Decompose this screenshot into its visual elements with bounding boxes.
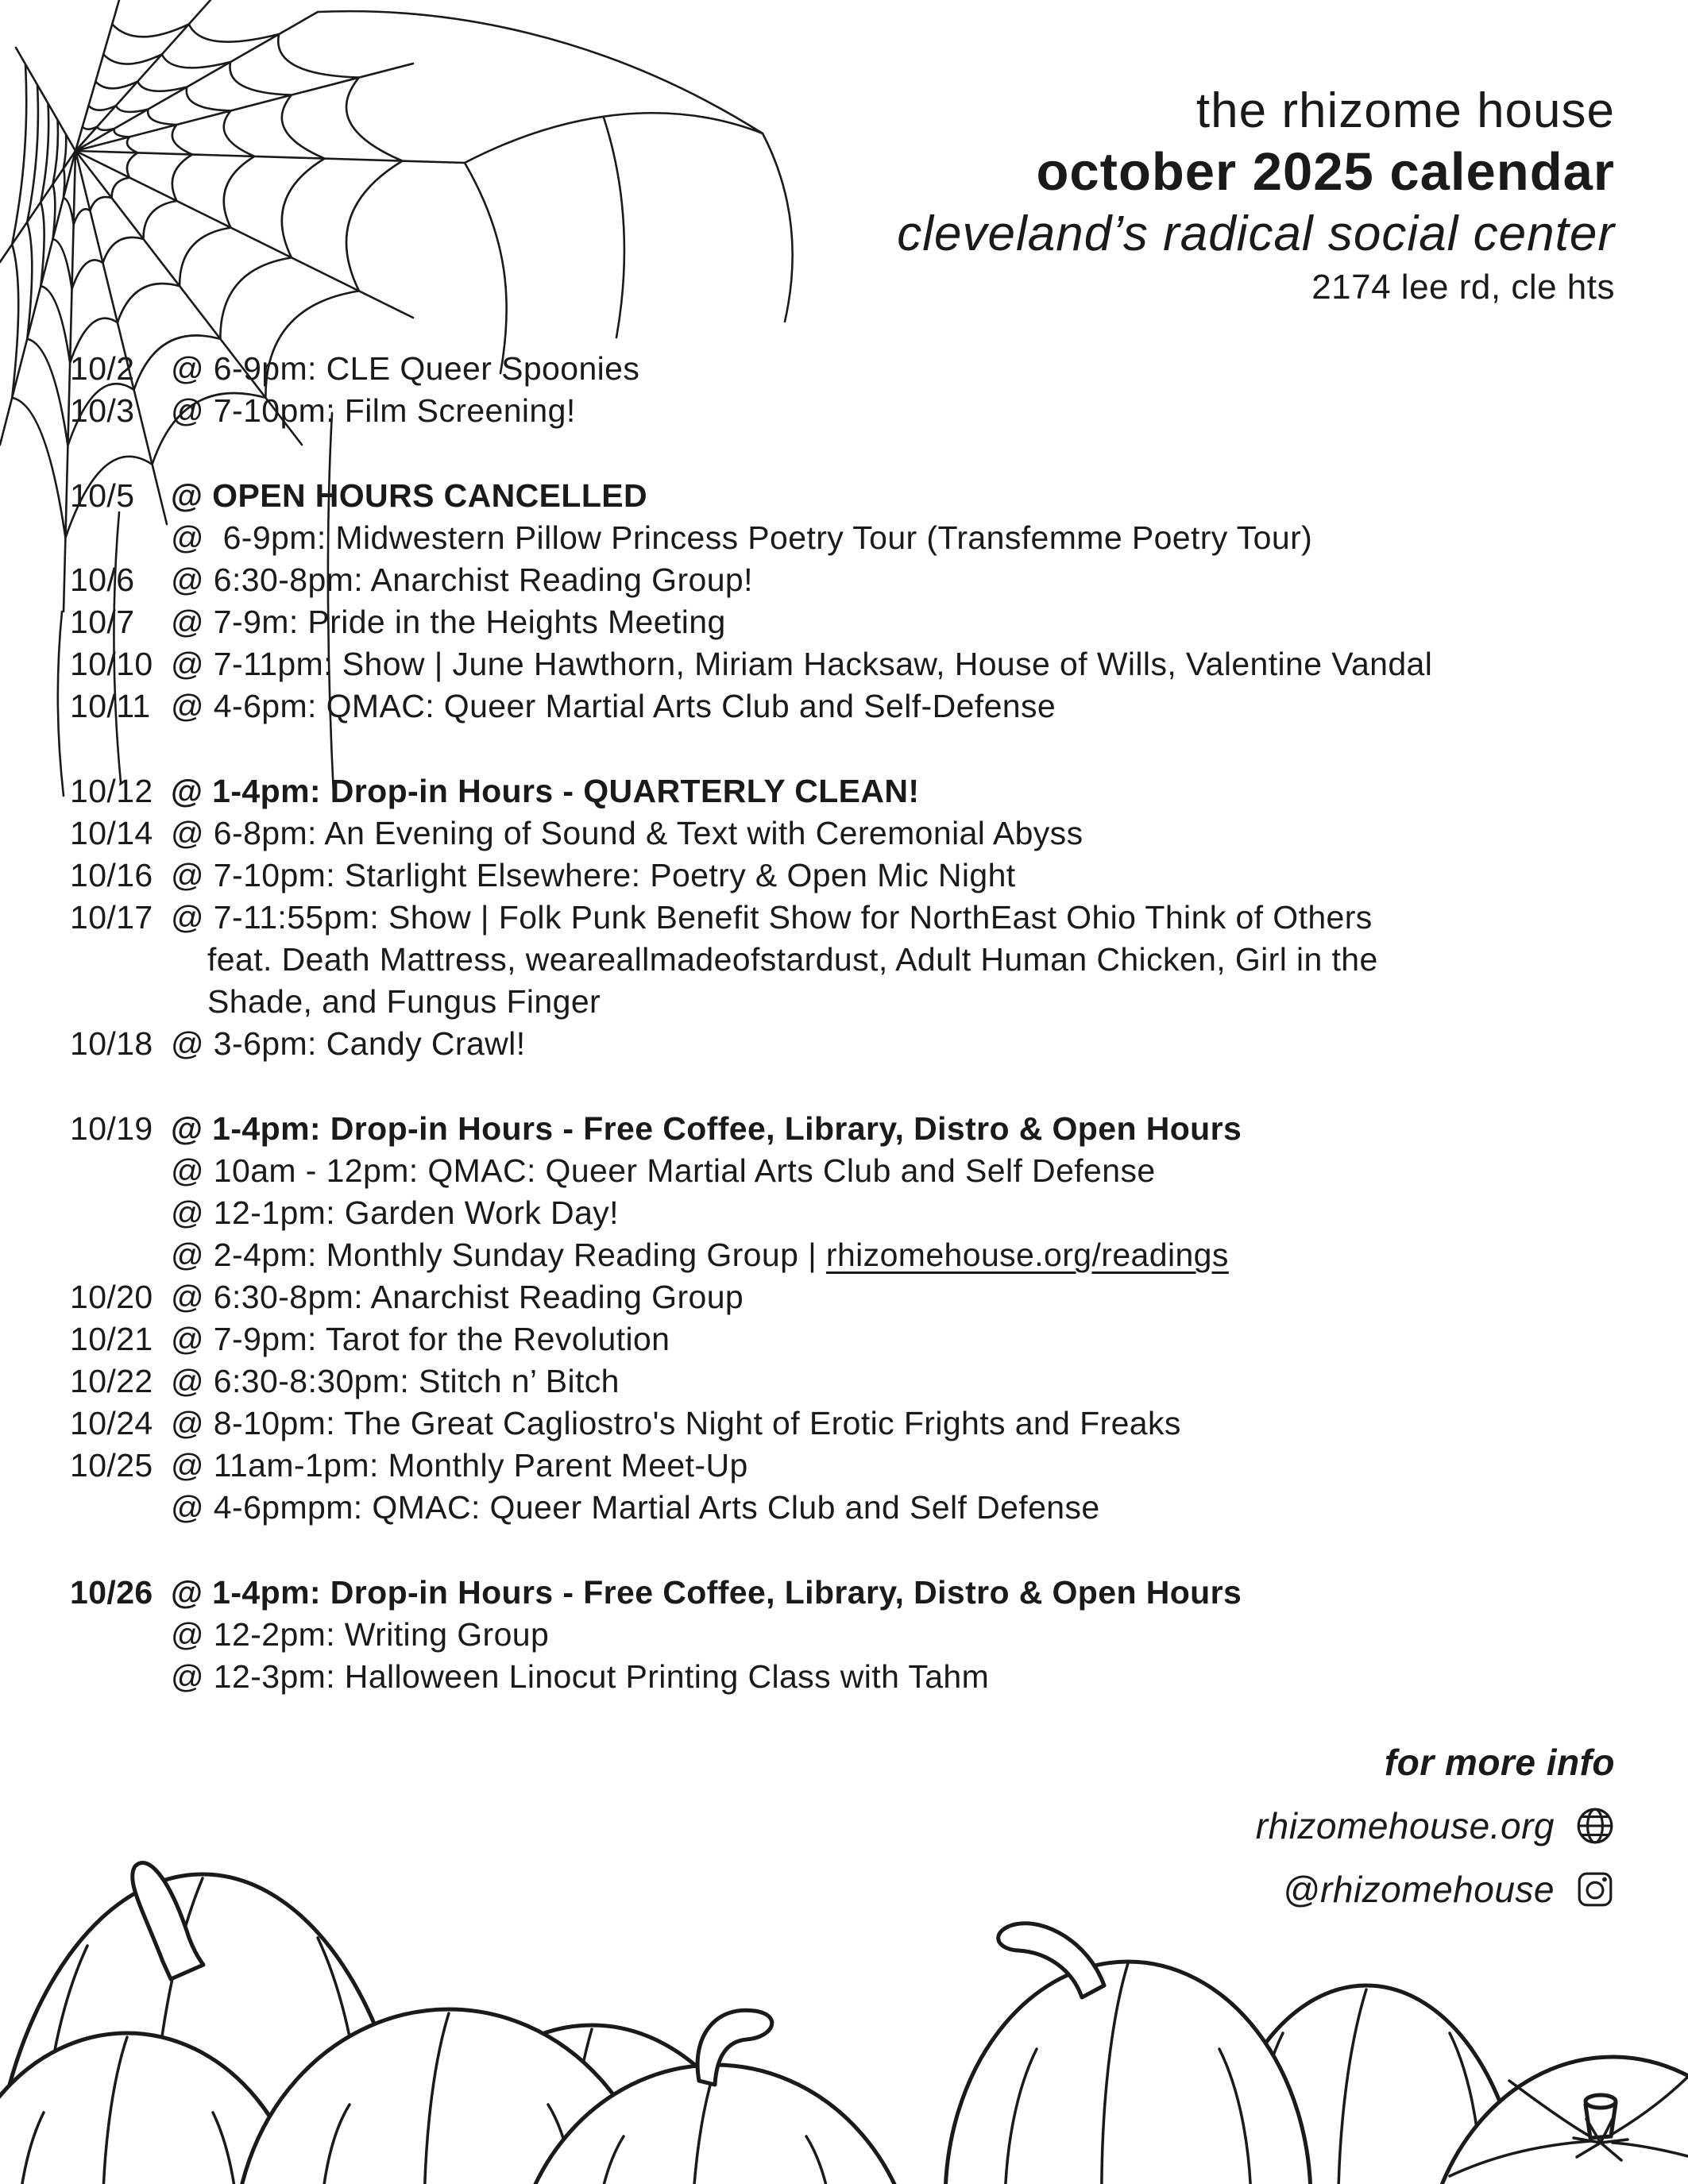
event-list	[70, 348, 1631, 1698]
footer-heading: for more info	[1384, 1742, 1615, 1783]
event-lines	[171, 1360, 1631, 1403]
event-line	[171, 517, 1631, 559]
event-date: 10/5	[70, 477, 135, 514]
event-date: 10/11	[70, 688, 151, 724]
event-text: @ 7-11:55pm: Show | Folk Punk Benefit Show for NorthEast Ohio Think of Others	[171, 899, 1373, 936]
event-text: @ 6:30-8pm: Anarchist Reading Group!	[171, 561, 753, 598]
event-row	[70, 1572, 1631, 1698]
event-line	[171, 897, 1631, 939]
pumpkin	[1422, 2057, 1688, 2184]
event-line	[171, 1318, 1631, 1360]
event-lines	[171, 812, 1631, 855]
event-text: @ 7-11pm: Show | June Hawthorn, Miriam Hacksaw, House of Wills, Valentine Vandal	[171, 646, 1433, 682]
event-group	[70, 770, 1631, 1065]
event-group	[70, 1572, 1631, 1698]
event-line	[171, 348, 1631, 390]
event-lines	[171, 897, 1631, 1023]
event-lines	[171, 1318, 1631, 1360]
website-link[interactable]: rhizomehouse.org	[1255, 1805, 1555, 1846]
event-text: @ 1-4pm: Drop-in Hours - QUARTERLY CLEAN!	[171, 773, 920, 809]
event-lines	[171, 1108, 1631, 1276]
event-date: 10/22	[70, 1363, 153, 1399]
event-row	[70, 1276, 1631, 1318]
event-lines	[171, 348, 1631, 390]
event-date: 10/16	[70, 857, 153, 893]
org-name: the rhizome house	[1196, 83, 1615, 138]
event-row	[70, 1108, 1631, 1276]
event-text: @ OPEN HOURS CANCELLED	[171, 477, 648, 514]
event-date: 10/2	[70, 350, 135, 387]
event-line	[171, 981, 1631, 1023]
event-lines	[171, 1023, 1631, 1065]
instagram-row	[1256, 1868, 1615, 1911]
event-text: @ 7-10pm: Film Screening!	[171, 392, 576, 429]
event-row	[70, 1023, 1631, 1065]
event-row	[70, 1360, 1631, 1403]
event-text: @ 2-4pm: Monthly Sunday Reading Group |	[171, 1237, 826, 1273]
inline-link[interactable]: rhizomehouse.org/readings	[825, 1237, 1229, 1273]
pumpkin	[1207, 1985, 1525, 2184]
event-lines	[171, 1572, 1631, 1698]
event-group	[70, 475, 1631, 727]
pumpkin	[0, 1863, 417, 2184]
event-lines	[171, 770, 1631, 812]
event-line	[171, 601, 1631, 643]
event-lines	[171, 601, 1631, 643]
event-row	[70, 770, 1631, 812]
event-text: @ 6-8pm: An Evening of Sound & Text with Ceremonial Abyss	[171, 815, 1083, 851]
event-line	[171, 939, 1631, 981]
event-date: 10/7	[70, 604, 135, 640]
event-lines	[171, 475, 1631, 559]
event-text: @ 7-10pm: Starlight Elsewhere: Poetry & Open Mic Night	[171, 857, 1016, 893]
event-date: 10/20	[70, 1279, 153, 1315]
event-text: @ 6-9pm: Midwestern Pillow Princess Poetry Tour (Transfemme Poetry Tour)	[171, 519, 1313, 556]
event-row	[70, 643, 1631, 685]
calendar-title: october 2025 calendar	[1036, 142, 1615, 202]
event-text: @ 10am - 12pm: QMAC: Queer Martial Arts Club and Self Defense	[171, 1152, 1156, 1189]
event-line	[171, 1360, 1631, 1403]
event-date: 10/17	[70, 899, 153, 936]
flyer-header	[897, 81, 1615, 310]
event-line	[171, 1445, 1631, 1487]
event-line	[171, 1656, 1631, 1698]
pumpkin	[945, 1924, 1311, 2184]
event-row	[70, 1318, 1631, 1360]
event-row	[70, 559, 1631, 601]
pumpkin	[512, 2010, 917, 2184]
event-text: @ 1-4pm: Drop-in Hours - Free Coffee, Library, Distro & Open Hours	[171, 1574, 1242, 1611]
event-text: @ 11am-1pm: Monthly Parent Meet-Up	[171, 1447, 748, 1484]
website-row	[1256, 1804, 1615, 1847]
event-row	[70, 601, 1631, 643]
event-date: 10/19	[70, 1110, 153, 1147]
event-text: @ 12-3pm: Halloween Linocut Printing Class with Tahm	[171, 1658, 990, 1695]
flyer-footer	[1256, 1741, 1615, 1911]
event-date: 10/18	[70, 1025, 153, 1062]
pumpkin	[397, 2025, 786, 2184]
event-line	[171, 855, 1631, 897]
event-line	[171, 1572, 1631, 1614]
event-line	[171, 559, 1631, 601]
event-row	[70, 390, 1631, 432]
event-line	[171, 1403, 1631, 1445]
event-row	[70, 1403, 1631, 1445]
event-line	[171, 390, 1631, 432]
event-line	[171, 1150, 1631, 1192]
event-lines	[171, 390, 1631, 432]
event-line	[171, 1614, 1631, 1656]
event-line	[171, 812, 1631, 855]
event-text: @ 7-9pm: Tarot for the Revolution	[171, 1321, 670, 1357]
event-lines	[171, 1445, 1631, 1529]
event-date: 10/10	[70, 646, 153, 682]
tagline: cleveland’s radical social center	[897, 206, 1615, 261]
event-text: @ 4-6pm: QMAC: Queer Martial Arts Club and Self-Defense	[171, 688, 1056, 724]
event-row	[70, 1445, 1631, 1529]
event-lines	[171, 855, 1631, 897]
pumpkin	[234, 2009, 663, 2184]
event-row	[70, 897, 1631, 1023]
globe-icon[interactable]	[1575, 1806, 1615, 1846]
event-text: @ 7-9m: Pride in the Heights Meeting	[171, 604, 726, 640]
event-line	[171, 1023, 1631, 1065]
event-line	[171, 475, 1631, 517]
event-text: @ 6-9pm: CLE Queer Spoonies	[171, 350, 640, 387]
event-row	[70, 855, 1631, 897]
event-line	[171, 770, 1631, 812]
event-row	[70, 475, 1631, 559]
event-text: @ 4-6pmpm: QMAC: Queer Martial Arts Club and Self Defense	[171, 1489, 1100, 1526]
event-lines	[171, 685, 1631, 727]
event-text: @ 12-1pm: Garden Work Day!	[171, 1194, 619, 1231]
event-row	[70, 348, 1631, 390]
event-line	[171, 1108, 1631, 1150]
event-group	[70, 1108, 1631, 1529]
event-line	[171, 1192, 1631, 1234]
event-row	[70, 812, 1631, 855]
event-text: feat. Death Mattress, weareallmadeofstardust, Adult Human Chicken, Girl in the	[207, 941, 1378, 978]
address: 2174 lee rd, cle hts	[1311, 268, 1615, 307]
event-text: @ 1-4pm: Drop-in Hours - Free Coffee, Library, Distro & Open Hours	[171, 1110, 1242, 1147]
event-text: @ 6:30-8pm: Anarchist Reading Group	[171, 1279, 744, 1315]
event-date: 10/21	[70, 1321, 153, 1357]
event-date: 10/14	[70, 815, 153, 851]
event-lines	[171, 1276, 1631, 1318]
event-text: @ 3-6pm: Candy Crawl!	[171, 1025, 526, 1062]
event-line	[171, 643, 1631, 685]
event-lines	[171, 643, 1631, 685]
event-date: 10/12	[70, 773, 153, 809]
event-line	[171, 685, 1631, 727]
event-lines	[171, 559, 1631, 601]
event-text: @ 8-10pm: The Great Cagliostro's Night of Erotic Frights and Freaks	[171, 1405, 1181, 1441]
event-line	[171, 1234, 1631, 1276]
event-date: 10/24	[70, 1405, 153, 1441]
event-date: 10/6	[70, 561, 135, 598]
instagram-icon[interactable]	[1575, 1870, 1615, 1909]
event-row	[70, 685, 1631, 727]
event-line	[171, 1276, 1631, 1318]
event-date: 10/26	[70, 1574, 153, 1611]
event-text: Shade, and Fungus Finger	[207, 983, 601, 1020]
event-lines	[171, 1403, 1631, 1445]
event-line	[171, 1487, 1631, 1529]
instagram-handle[interactable]: @rhizomehouse	[1282, 1869, 1555, 1910]
event-group	[70, 348, 1631, 432]
event-text: @ 12-2pm: Writing Group	[171, 1616, 550, 1653]
event-text: @ 6:30-8:30pm: Stitch n’ Bitch	[171, 1363, 620, 1399]
pumpkin	[0, 2033, 310, 2184]
event-date: 10/3	[70, 392, 135, 429]
event-date: 10/25	[70, 1447, 153, 1484]
